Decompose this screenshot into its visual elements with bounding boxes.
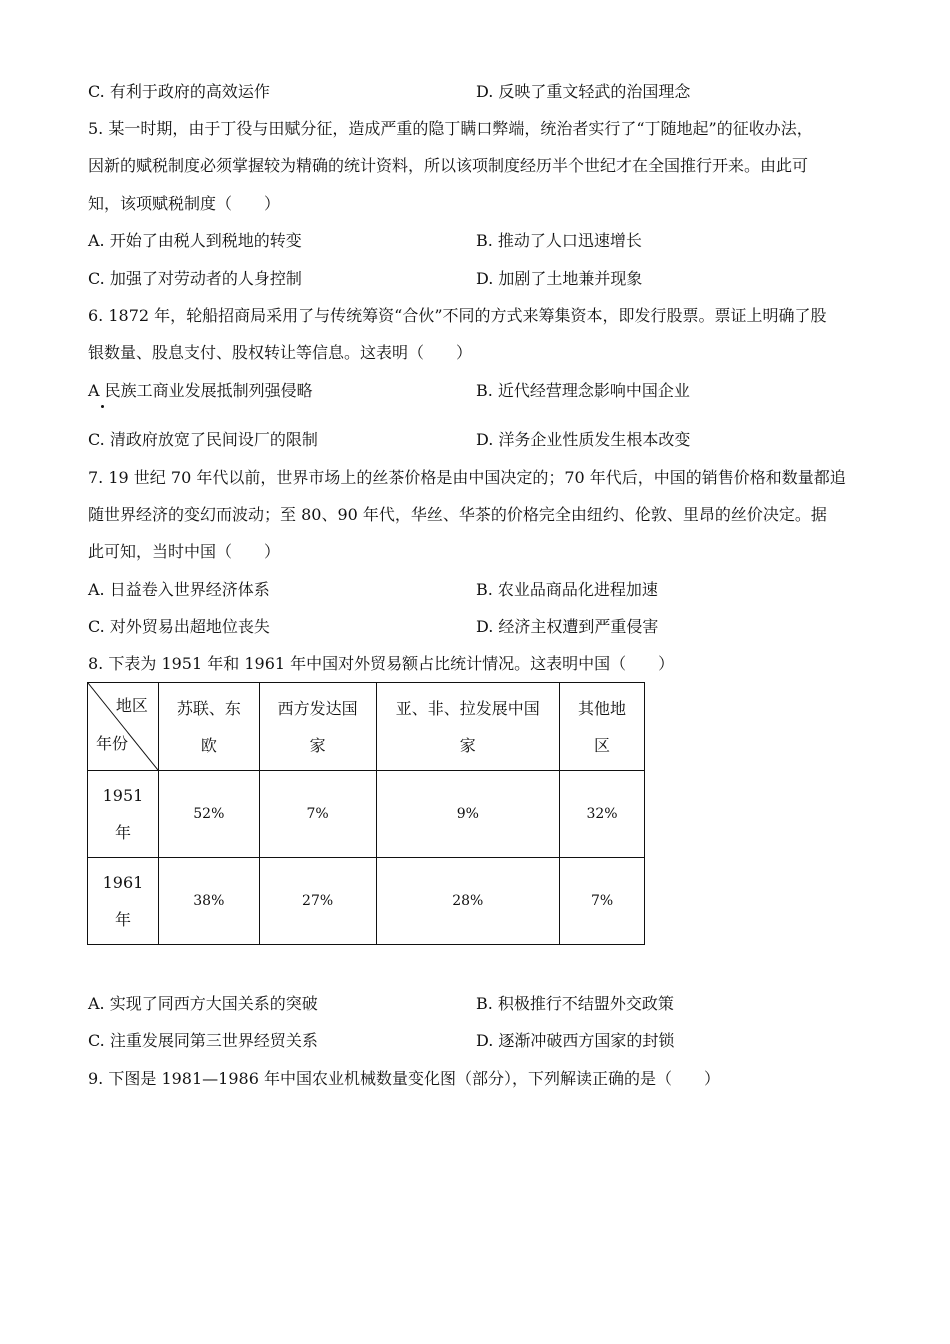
corner-label-year: 年份 — [96, 734, 129, 753]
q8-option-a: A. 实现了同西方大国关系的突破 — [88, 994, 318, 1013]
q6-option-d: D. 洋务企业性质发生根本改变 — [476, 430, 691, 449]
q8-option-c: C. 注重发展同第三世界经贸关系 — [88, 1031, 318, 1050]
table-row — [88, 771, 645, 858]
header-cell: 其他地 区 — [560, 683, 645, 771]
q5-option-a: A. 开始了由税人到税地的转变 — [88, 231, 302, 250]
q6-option-a-dot — [101, 405, 104, 408]
value-cell: 38% — [158, 858, 259, 945]
corner-label-region: 地区 — [115, 696, 148, 715]
value-cell: 52% — [158, 771, 259, 858]
header-cell: 亚、非、拉发展中国 家 — [376, 683, 560, 771]
q4-option-c: C. 有利于政府的高效运作 — [88, 82, 270, 101]
q7-stem-line-2: 随世界经济的变幻而波动；至 80、90 年代，华丝、华茶的价格完全由纽约、伦敦、里昂的丝价决定。据 — [88, 505, 827, 524]
header-cell: 苏联、东 欧 — [158, 683, 259, 771]
value-cell: 7% — [560, 858, 645, 945]
q7-option-a: A. 日益卷入世界经济体系 — [88, 580, 270, 599]
value-cell: 28% — [376, 858, 560, 945]
q6-stem-line-1: 6. 1872 年，轮船招商局采用了与传统筹资“合伙”不同的方式来筹集资本，即发行股票。票证上明确了股 — [88, 306, 827, 325]
q6-option-c: C. 清政府放宽了民间设厂的限制 — [88, 430, 318, 449]
value-cell: 32% — [560, 771, 645, 858]
value-cell: 27% — [259, 858, 376, 945]
q7-stem-line-3: 此可知，当时中国（ ） — [88, 542, 281, 561]
q7-option-c: C. 对外贸易出超地位丧失 — [88, 617, 270, 636]
q5-option-d: D. 加剧了土地兼并现象 — [476, 269, 643, 288]
value-cell: 7% — [259, 771, 376, 858]
q6-stem-line-2: 银数量、股息支付、股权转让等信息。这表明（ ） — [88, 343, 473, 362]
q6-option-b: B. 近代经营理念影响中国企业 — [476, 381, 690, 400]
table-corner-cell — [88, 683, 159, 771]
year-cell: 1961 年 — [88, 858, 159, 945]
q8-option-b: B. 积极推行不结盟外交政策 — [476, 994, 674, 1013]
q5-stem-line-1: 5. 某一时期，由于丁役与田赋分征，造成严重的隐丁瞒口弊端，统治者实行了“丁随地起”的征收办法， — [88, 119, 813, 138]
q7-stem-line-1: 7. 19 世纪 70 年代以前，世界市场上的丝茶价格是由中国决定的；70 年代后，中国的销售价格和数量都追 — [88, 468, 846, 487]
header-cell: 西方发达国 家 — [259, 683, 376, 771]
q8-stem: 8. 下表为 1951 年和 1961 年中国对外贸易额占比统计情况。这表明中国（ ） — [88, 654, 675, 673]
q5-option-c: C. 加强了对劳动者的人身控制 — [88, 269, 302, 288]
year-cell: 1951 年 — [88, 771, 159, 858]
q5-stem-line-3: 知，该项赋税制度（ ） — [88, 194, 281, 213]
q9-stem: 9. 下图是 1981—1986 年中国农业机械数量变化图（部分），下列解读正确的是（ ） — [88, 1069, 720, 1088]
table-row — [88, 858, 645, 945]
q5-stem-line-2: 因新的赋税制度必须掌握较为精确的统计资料，所以该项制度经历半个世纪才在全国推行开来。由此可 — [88, 156, 809, 175]
q7-option-d: D. 经济主权遭到严重侵害 — [476, 617, 659, 636]
q6-option-a: A 民族工商业发展抵制列强侵略 — [88, 381, 313, 400]
q4-option-d: D. 反映了重文轻武的治国理念 — [476, 82, 691, 101]
q7-option-b: B. 农业品商品化进程加速 — [476, 580, 658, 599]
q5-option-b: B. 推动了人口迅速增长 — [476, 231, 642, 250]
trade-share-table — [87, 682, 645, 945]
value-cell: 9% — [376, 771, 560, 858]
q8-option-d: D. 逐渐冲破西方国家的封锁 — [476, 1031, 675, 1050]
table-header-row — [88, 683, 645, 771]
